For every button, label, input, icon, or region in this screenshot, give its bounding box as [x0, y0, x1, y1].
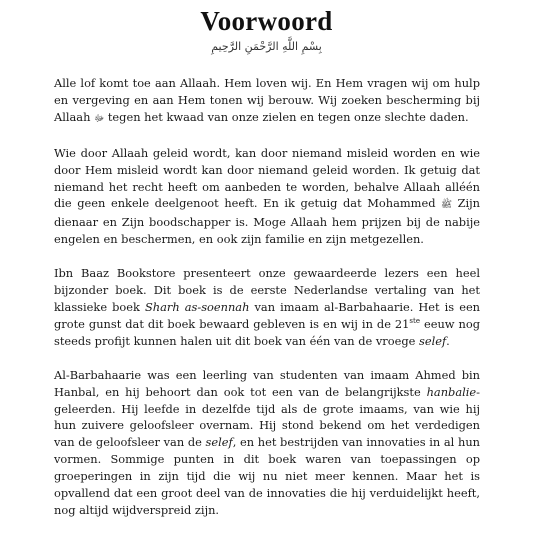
- paragraph-3-text-d: .: [446, 333, 450, 348]
- paragraph-4: [54, 367, 480, 519]
- salutation-symbol: ﷻ: [94, 113, 105, 124]
- paragraph-4-text-b: -geleerden. Hij leefde in dezelfde tijd als de grote imaams, van wie hij hun zuivere geloofsleer overnam. Hij stond bekend om het verdedigen van de geloofsleer van de: [54, 384, 480, 450]
- salutation-symbol: ﷺ: [441, 200, 452, 211]
- selef-italic: selef: [205, 435, 233, 450]
- paragraph-1-text-a: Alle lof komt toe aan Allaah. Hem loven wij. En Hem vragen wij om hulp en vergeving en aan Hem tonen wij berouw. Wij zoeken bescherming bij Allaah: [54, 76, 480, 124]
- paragraph-1: [54, 75, 480, 128]
- paragraph-2-text-a: Wie door Allaah geleid wordt, kan door niemand misleid worden en wie door Hem misleid wordt kan door niemand geleid worden. Ik getuig dat niemand het recht heeft om aanbeden te worden, behalve Allaah alléén die geen enkele deelgenoot heeft. En ik getuig dat Mohammed: [54, 145, 480, 211]
- body-text: [54, 75, 480, 536]
- paragraph-3-text-a: Ibn Baaz Bookstore presenteert onze gewaardeerde lezers een heel bijzonder boek. Dit boek is de eerste Nederlandse vertaling van het klassieke boek: [54, 266, 480, 314]
- page-title: Voorwoord: [200, 6, 333, 36]
- paragraph-3-text-c: eeuw nog steeds profijt kunnen halen uit dit boek van één van de vroege: [54, 316, 481, 348]
- paragraph-2: [54, 145, 480, 248]
- hanbalie-italic: hanbalie: [426, 384, 477, 399]
- paragraph-1-text-b: tegen het kwaad van onze zielen en tegen onze slechte daden.: [104, 109, 469, 124]
- paragraph-3: [54, 265, 480, 350]
- paragraph-2-text-b: Zijn dienaar en Zijn boodschapper is. Moge Allaah hem prijzen bij de nabije engelen en beschermen, en ook zijn familie en zijn metgezellen.: [54, 196, 480, 247]
- paragraph-3-text-b: van imaam al-Barbahaarie. Het is een grote gunst dat dit boek bewaard gebleven is en wij in de 21: [54, 299, 481, 331]
- basmala-calligraphy: بِسْمِ اللَّهِ الرَّحْمَنِ الرَّحِيمِ: [211, 40, 322, 53]
- ordinal-superscript: ste: [409, 317, 420, 326]
- book-title-italic: Sharh as-soennah: [144, 299, 250, 314]
- paragraph-4-text-c: , en het bestrijden van innovaties in al hun vormen. Sommige punten in dit boek waren van toepassingen op groeperingen in zijn tijd die wij nu niet meer kennen. Maar het is opvallend dat een groot deel van de innovaties die hij verduidelijkt heeft, nog altijd wijdverspreid zijn.: [54, 435, 480, 517]
- selef-italic: selef: [418, 333, 447, 348]
- paragraph-4-text-a: Al-Barbahaarie was een leerling van studenten van imaam Ahmed bin Hanbal, en hij behoort dan ook tot een van de belangrijkste: [54, 367, 480, 399]
